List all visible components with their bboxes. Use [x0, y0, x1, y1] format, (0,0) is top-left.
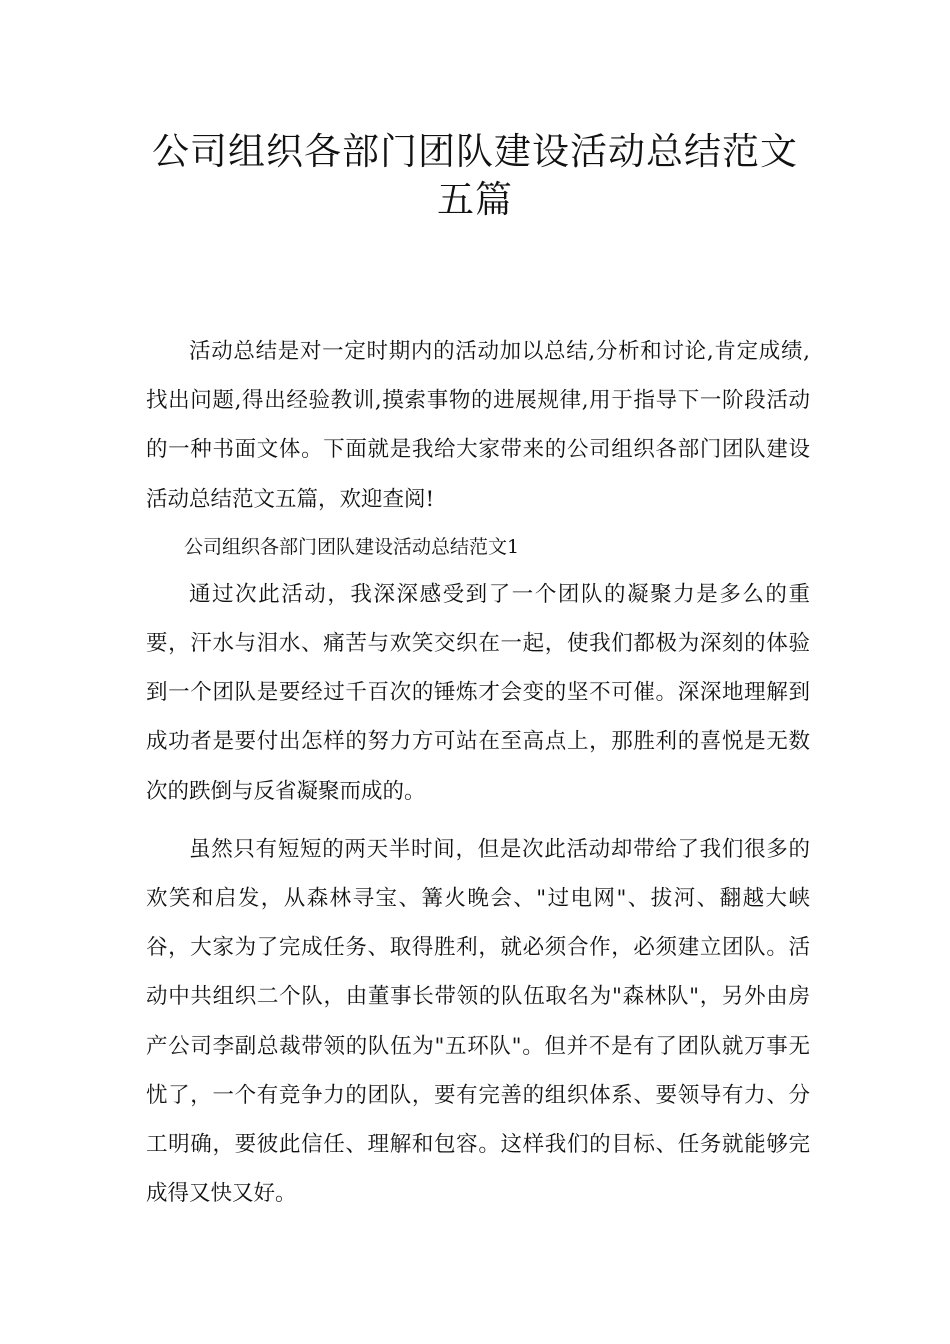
intro-paragraph: 活动总结是对一定时期内的活动加以总结,分析和讨论,肯定成绩,找出问题,得出经验教训,摸索事物的进展规律,用于指导下一阶段活动的一种书面文体。下面就是我给大家带来的公司组织各部门团队建设活动总结范文五篇，欢迎查阅! [146, 339, 810, 512]
section-1-heading: 公司组织各部门团队建设活动总结范文1 [184, 535, 520, 558]
document-title-line-1: 公司组织各部门团队建设活动总结范文 [152, 130, 798, 173]
section-1-paragraph-2: 虽然只有短短的两天半时间，但是次此活动却带给了我们很多的欢笑和启发，从森林寻宝、篝火晚会、"过电网"、拔河、翻越大峡谷，大家为了完成任务、取得胜利，就必须合作，必须建立团队。活动中共组织二个队，由董事长带领的队伍取名为"森林队"，另外由房产公司李副总裁带领的队伍为"五环队"。但并不是有了团队就万事无忧了，一个有竞争力的团队，要有完善的组织体系、要领导有力、分工明确，要彼此信任、理解和包容。这样我们的目标、任务就能够完成得又快又好。 [146, 836, 810, 1207]
document-body [146, 327, 810, 1218]
section-1-paragraph-1: 通过次此活动，我深深感受到了一个团队的凝聚力是多么的重要，汗水与泪水、痛苦与欢笑交织在一起，使我们都极为深刻的体验到一个团队是要经过千百次的锤炼才会变的坚不可催。深深地理解到成功者是要付出怎样的努力方可站在至高点上，那胜利的喜悦是无数次的跌倒与反省凝聚而成的。 [146, 581, 810, 804]
document-title [100, 128, 850, 224]
document-title-line-2: 五篇 [437, 178, 513, 221]
